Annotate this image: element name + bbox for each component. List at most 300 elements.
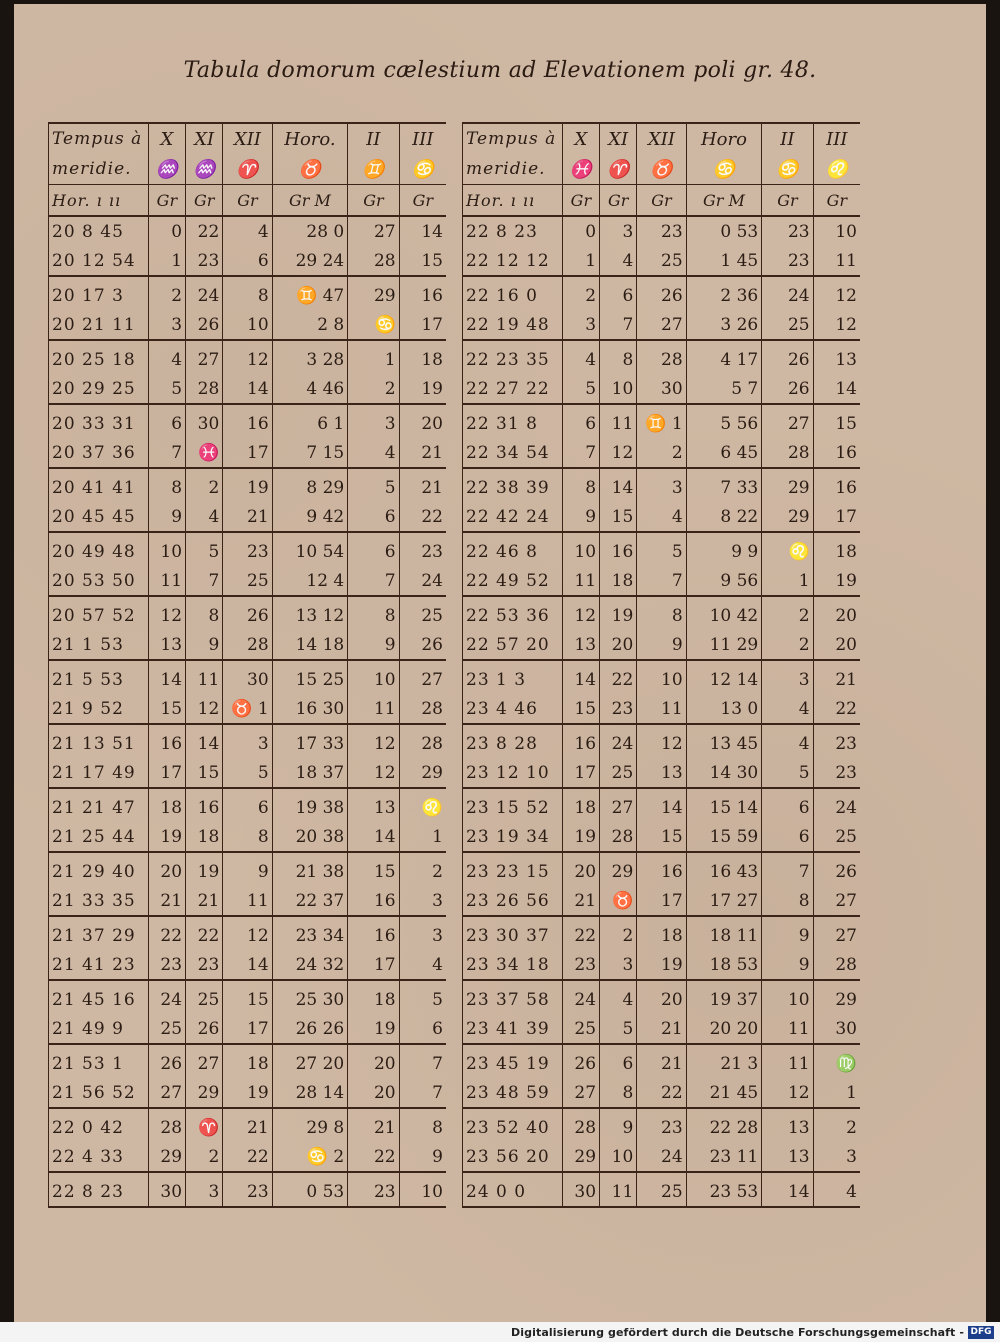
degree-cell: 11	[348, 694, 399, 724]
degree-cell: 27	[600, 788, 637, 822]
degree-cell: 12	[223, 340, 272, 374]
degree-cell: 23 53	[686, 1172, 762, 1207]
table-row	[463, 438, 861, 468]
degree-cell: 7	[148, 438, 185, 468]
zodiac-sign-icon: ♊	[348, 154, 399, 185]
table-row	[463, 1044, 861, 1078]
degree-cell: 3	[399, 886, 446, 916]
time-cell: 22 34 54	[463, 438, 563, 468]
degree-cell: 14 18	[272, 630, 348, 660]
degree-cell: 4	[762, 694, 813, 724]
degree-cell: 27	[348, 216, 399, 246]
degree-cell: 17	[348, 950, 399, 980]
degree-cell: 0	[148, 216, 185, 246]
time-cell: 21 49 9	[49, 1014, 149, 1044]
degree-units-header: Gr M	[686, 185, 762, 217]
degree-cell: ♋	[348, 310, 399, 340]
time-cell: 22 46 8	[463, 532, 563, 566]
table-row	[49, 374, 447, 404]
degree-cell: 5	[399, 980, 446, 1014]
table-row	[49, 630, 447, 660]
degree-cell: 8	[762, 886, 813, 916]
time-cell: 21 5 53	[49, 660, 149, 694]
time-cell: 20 41 41	[49, 468, 149, 502]
degree-cell: 9 56	[686, 566, 762, 596]
degree-cell: 29	[399, 758, 446, 788]
degree-cell: 29 8	[272, 1108, 348, 1142]
degree-cell: 20	[600, 630, 637, 660]
degree-cell: 7 15	[272, 438, 348, 468]
degree-cell: 21	[399, 468, 446, 502]
degree-cell: ♍	[813, 1044, 860, 1078]
degree-cell: 26	[399, 630, 446, 660]
degree-cell: 24	[762, 276, 813, 310]
degree-cell: 8 29	[272, 468, 348, 502]
degree-cell: 25	[186, 980, 223, 1014]
table-row	[463, 1142, 861, 1172]
degree-cell: 3	[148, 310, 185, 340]
time-cell: 22 12 12	[463, 246, 563, 276]
degree-cell: 29	[762, 468, 813, 502]
time-cell: 21 17 49	[49, 758, 149, 788]
degree-cell: 4	[600, 246, 637, 276]
degree-cell: 16	[348, 916, 399, 950]
degree-cell: 24	[148, 980, 185, 1014]
degree-cell: 6	[348, 532, 399, 566]
degree-cell: 28	[348, 246, 399, 276]
degree-cell: 13 0	[686, 694, 762, 724]
degree-cell: 20	[637, 980, 686, 1014]
degree-cell: 23	[637, 216, 686, 246]
degree-cell: 2	[813, 1108, 860, 1142]
table-row	[463, 660, 861, 694]
time-cell: 23 37 58	[463, 980, 563, 1014]
degree-cell: 20	[399, 404, 446, 438]
degree-cell: ♓	[186, 438, 223, 468]
degree-cell: 21	[186, 886, 223, 916]
degree-cell: 6	[223, 788, 272, 822]
degree-cell: 2	[348, 374, 399, 404]
degree-cell: 10	[399, 1172, 446, 1207]
zodiac-sign-icon: ♉	[637, 154, 686, 185]
time-cell: 21 45 16	[49, 980, 149, 1014]
degree-cell: 19	[186, 852, 223, 886]
time-cell: 23 41 39	[463, 1014, 563, 1044]
degree-cell: 9	[762, 916, 813, 950]
degree-cell: 2	[148, 276, 185, 310]
degree-cell: 16	[637, 852, 686, 886]
degree-cell: 2	[762, 630, 813, 660]
time-cell: 22 42 24	[463, 502, 563, 532]
degree-cell: ♋ 2	[272, 1142, 348, 1172]
degree-cell: ♌	[399, 788, 446, 822]
time-cell: 24 0 0	[463, 1172, 563, 1207]
time-cell: 22 0 42	[49, 1108, 149, 1142]
degree-cell: 27	[148, 1078, 185, 1108]
time-cell: 23 12 10	[463, 758, 563, 788]
degree-cell: 29	[600, 852, 637, 886]
degree-cell: 15 25	[272, 660, 348, 694]
degree-cell: 4	[399, 950, 446, 980]
degree-cell: 14	[186, 724, 223, 758]
degree-cell: 26	[148, 1044, 185, 1078]
time-cell: 20 8 45	[49, 216, 149, 246]
degree-cell: 26	[813, 852, 860, 886]
degree-cell: 24	[562, 980, 599, 1014]
degree-cell: 26	[186, 310, 223, 340]
table-row	[463, 886, 861, 916]
degree-cell: 23	[186, 950, 223, 980]
time-cell: 20 17 3	[49, 276, 149, 310]
degree-cell: 18	[223, 1044, 272, 1078]
degree-cell: 23	[186, 246, 223, 276]
table-row	[49, 886, 447, 916]
degree-cell: 28	[637, 340, 686, 374]
time-cell: 22 57 20	[463, 630, 563, 660]
degree-units-header: Gr	[148, 185, 185, 217]
degree-cell: 28 14	[272, 1078, 348, 1108]
degree-cell: 15	[813, 404, 860, 438]
degree-cell: 23	[600, 694, 637, 724]
degree-cell: 13	[348, 788, 399, 822]
degree-cell: 19	[637, 950, 686, 980]
degree-cell: 8	[399, 1108, 446, 1142]
house-header: II	[762, 123, 813, 154]
zodiac-sign-icon: ♌	[813, 154, 860, 185]
house-header: XII	[223, 123, 272, 154]
degree-cell: 19 38	[272, 788, 348, 822]
table-row	[49, 404, 447, 438]
degree-cell: 19	[813, 566, 860, 596]
degree-cell: 25 30	[272, 980, 348, 1014]
degree-units-header: Gr	[813, 185, 860, 217]
degree-cell: 16 30	[272, 694, 348, 724]
degree-cell: 5	[600, 1014, 637, 1044]
degree-cell: 3	[762, 660, 813, 694]
table-row	[463, 916, 861, 950]
time-cell: 22 27 22	[463, 374, 563, 404]
time-cell: 23 52 40	[463, 1108, 563, 1142]
degree-cell: 5 7	[686, 374, 762, 404]
degree-units-header: Gr	[399, 185, 446, 217]
degree-cell: 24 32	[272, 950, 348, 980]
degree-cell: 10	[813, 216, 860, 246]
time-units-header: Hor. ı ıı	[49, 185, 149, 217]
degree-cell: 16	[186, 788, 223, 822]
degree-cell: 11	[186, 660, 223, 694]
degree-cell: 30	[637, 374, 686, 404]
degree-cell: 5	[562, 374, 599, 404]
degree-cell: 19	[223, 1078, 272, 1108]
degree-cell: 23	[223, 532, 272, 566]
table-row	[49, 1172, 447, 1207]
table-row	[49, 852, 447, 886]
house-header: Horo.	[272, 123, 348, 154]
time-cell: 23 26 56	[463, 886, 563, 916]
time-cell: 20 33 31	[49, 404, 149, 438]
degree-cell: 19	[562, 822, 599, 852]
degree-cell: 2	[186, 468, 223, 502]
house-header: II	[348, 123, 399, 154]
zodiac-sign-icon: ♉	[272, 154, 348, 185]
degree-cell: 8	[348, 596, 399, 630]
time-cell: 20 57 52	[49, 596, 149, 630]
time-cell: 21 29 40	[49, 852, 149, 886]
degree-cell: 10 54	[272, 532, 348, 566]
degree-cell: 13	[637, 758, 686, 788]
degree-cell: 12	[762, 1078, 813, 1108]
time-cell: 23 4 46	[463, 694, 563, 724]
table-row	[49, 310, 447, 340]
degree-cell: 9	[186, 630, 223, 660]
degree-cell: 27 20	[272, 1044, 348, 1078]
page-title: Tabula domorum cælestium ad Elevationem poli gr. 48.	[183, 58, 817, 83]
degree-cell: 21	[348, 1108, 399, 1142]
table-row	[49, 340, 447, 374]
degree-cell: 27	[186, 1044, 223, 1078]
degree-cell: 10	[600, 1142, 637, 1172]
degree-cell: 25	[813, 822, 860, 852]
time-cell: 23 34 18	[463, 950, 563, 980]
degree-cell: 20 20	[686, 1014, 762, 1044]
degree-cell: 4	[223, 216, 272, 246]
degree-cell: 1	[348, 340, 399, 374]
degree-cell: 20	[562, 852, 599, 886]
time-cell: 23 19 34	[463, 822, 563, 852]
degree-cell: 15	[186, 758, 223, 788]
degree-cell: 12	[186, 694, 223, 724]
degree-cell: 10	[600, 374, 637, 404]
degree-cell: 2	[399, 852, 446, 886]
tempus-label: Tempus à	[49, 123, 149, 154]
degree-cell: 9	[637, 630, 686, 660]
degree-cell: 16 43	[686, 852, 762, 886]
degree-cell: 12	[637, 724, 686, 758]
time-cell: 21 1 53	[49, 630, 149, 660]
table-row	[49, 246, 447, 276]
table-row	[49, 916, 447, 950]
degree-cell: 28	[762, 438, 813, 468]
degree-cell: 4 17	[686, 340, 762, 374]
degree-cell: 9 42	[272, 502, 348, 532]
degree-cell: 10	[562, 532, 599, 566]
degree-cell: 10	[637, 660, 686, 694]
degree-cell: 15	[600, 502, 637, 532]
degree-cell: 10	[348, 660, 399, 694]
degree-cell: 16	[399, 276, 446, 310]
table-row	[463, 468, 861, 502]
degree-cell: 12	[348, 724, 399, 758]
degree-cell: 19	[148, 822, 185, 852]
table-row	[49, 950, 447, 980]
house-header: III	[813, 123, 860, 154]
degree-cell: 24	[186, 276, 223, 310]
house-header: XI	[186, 123, 223, 154]
degree-cell: 7	[348, 566, 399, 596]
degree-cell: 26	[762, 374, 813, 404]
time-cell: 20 53 50	[49, 566, 149, 596]
degree-cell: 8	[148, 468, 185, 502]
degree-cell: 2	[186, 1142, 223, 1172]
degree-cell: 15	[562, 694, 599, 724]
degree-cell: 6	[762, 822, 813, 852]
time-cell: 22 31 8	[463, 404, 563, 438]
degree-cell: 22 37	[272, 886, 348, 916]
degree-units-header: Gr	[223, 185, 272, 217]
degree-cell: 27	[562, 1078, 599, 1108]
degree-cell: 2	[762, 596, 813, 630]
degree-cell: 27	[399, 660, 446, 694]
degree-cell: 3 28	[272, 340, 348, 374]
degree-cell: 29	[562, 1142, 599, 1172]
table-row	[463, 980, 861, 1014]
meridie-label: meridie.	[463, 154, 563, 185]
footer-bar	[0, 1322, 1000, 1342]
time-cell: 20 45 45	[49, 502, 149, 532]
degree-cell: 22	[813, 694, 860, 724]
degree-cell: 14	[600, 468, 637, 502]
left-table	[48, 122, 446, 1208]
degree-cell: 1 45	[686, 246, 762, 276]
degree-cell: ♉ 1	[223, 694, 272, 724]
degree-cell: 7	[562, 438, 599, 468]
degree-cell: 6	[762, 788, 813, 822]
degree-cell: 12 14	[686, 660, 762, 694]
degree-cell: 21	[223, 502, 272, 532]
table-row	[49, 822, 447, 852]
degree-cell: 22 28	[686, 1108, 762, 1142]
degree-cell: 21	[148, 886, 185, 916]
degree-cell: 23	[762, 246, 813, 276]
zodiac-sign-icon: ♋	[762, 154, 813, 185]
house-header: XII	[637, 123, 686, 154]
time-cell: 20 25 18	[49, 340, 149, 374]
degree-cell: 20	[813, 596, 860, 630]
degree-cell: 3	[399, 916, 446, 950]
zodiac-sign-icon: ♒	[148, 154, 185, 185]
degree-cell: 18	[813, 532, 860, 566]
degree-cell: 9	[762, 950, 813, 980]
table-row	[49, 724, 447, 758]
table-row	[49, 438, 447, 468]
degree-cell: 19 37	[686, 980, 762, 1014]
degree-cell: 5	[223, 758, 272, 788]
table-row	[49, 276, 447, 310]
house-header: X	[562, 123, 599, 154]
degree-cell: 19	[348, 1014, 399, 1044]
time-cell: 22 16 0	[463, 276, 563, 310]
degree-cell: 15 59	[686, 822, 762, 852]
zodiac-sign-icon: ♈	[223, 154, 272, 185]
degree-cell: 23 34	[272, 916, 348, 950]
house-header: III	[399, 123, 446, 154]
degree-cell: 7	[637, 566, 686, 596]
degree-cell: 14	[813, 374, 860, 404]
time-cell: 22 4 33	[49, 1142, 149, 1172]
degree-cell: 10	[762, 980, 813, 1014]
degree-cell: 20	[348, 1078, 399, 1108]
house-header: XI	[600, 123, 637, 154]
degree-cell: 6	[223, 246, 272, 276]
degree-cell: 17	[813, 502, 860, 532]
degree-cell: 20	[348, 1044, 399, 1078]
degree-units-header: Gr	[562, 185, 599, 217]
degree-cell: 17	[562, 758, 599, 788]
degree-cell: 14	[399, 216, 446, 246]
degree-cell: 3	[637, 468, 686, 502]
degree-cell: 26 26	[272, 1014, 348, 1044]
degree-cell: 15	[223, 980, 272, 1014]
degree-cell: 11	[600, 1172, 637, 1207]
degree-cell: 6	[562, 404, 599, 438]
degree-cell: 12	[562, 596, 599, 630]
degree-cell: 5	[762, 758, 813, 788]
degree-cell: 18	[186, 822, 223, 852]
degree-cell: 17	[223, 438, 272, 468]
degree-cell: 2	[600, 916, 637, 950]
degree-cell: 8 22	[686, 502, 762, 532]
degree-cell: 20	[813, 630, 860, 660]
degree-cell: 15	[637, 822, 686, 852]
degree-cell: 7	[186, 566, 223, 596]
degree-cell: 18 53	[686, 950, 762, 980]
degree-cell: 30	[813, 1014, 860, 1044]
table-row	[463, 596, 861, 630]
degree-cell: 27	[813, 886, 860, 916]
time-cell: 22 23 35	[463, 340, 563, 374]
table-row	[463, 340, 861, 374]
degree-cell: 24	[600, 724, 637, 758]
footer-credit: Digitalisierung gefördert durch die Deutsche Forschungsgemeinschaft -	[511, 1326, 964, 1339]
time-cell: 21 13 51	[49, 724, 149, 758]
time-cell: 21 9 52	[49, 694, 149, 724]
table-row	[463, 788, 861, 822]
degree-cell: 22	[600, 660, 637, 694]
table-row	[49, 1044, 447, 1078]
degree-cell: 12	[600, 438, 637, 468]
degree-cell: 14	[348, 822, 399, 852]
table-row	[463, 822, 861, 852]
degree-cell: 22	[148, 916, 185, 950]
time-cell: 22 8 23	[49, 1172, 149, 1207]
zodiac-sign-icon: ♓	[562, 154, 599, 185]
degree-cell: 9 9	[686, 532, 762, 566]
degree-cell: 21	[562, 886, 599, 916]
table-row	[463, 1014, 861, 1044]
degree-cell: 13 45	[686, 724, 762, 758]
degree-cell: 15	[148, 694, 185, 724]
degree-cell: 17	[637, 886, 686, 916]
degree-cell: 28	[562, 1108, 599, 1142]
degree-cell: 21	[399, 438, 446, 468]
time-cell: 23 23 15	[463, 852, 563, 886]
degree-cell: 25	[399, 596, 446, 630]
degree-cell: 11	[223, 886, 272, 916]
degree-cell: 18	[148, 788, 185, 822]
degree-cell: 30	[562, 1172, 599, 1207]
degree-cell: 14	[223, 950, 272, 980]
degree-cell: 30	[223, 660, 272, 694]
time-cell: 23 56 20	[463, 1142, 563, 1172]
time-cell: 22 53 36	[463, 596, 563, 630]
degree-cell: 6 1	[272, 404, 348, 438]
degree-cell: 25	[148, 1014, 185, 1044]
degree-cell: 23	[562, 950, 599, 980]
degree-cell: 9	[148, 502, 185, 532]
degree-cell: 16	[813, 438, 860, 468]
time-cell: 21 37 29	[49, 916, 149, 950]
degree-cell: 1	[148, 246, 185, 276]
